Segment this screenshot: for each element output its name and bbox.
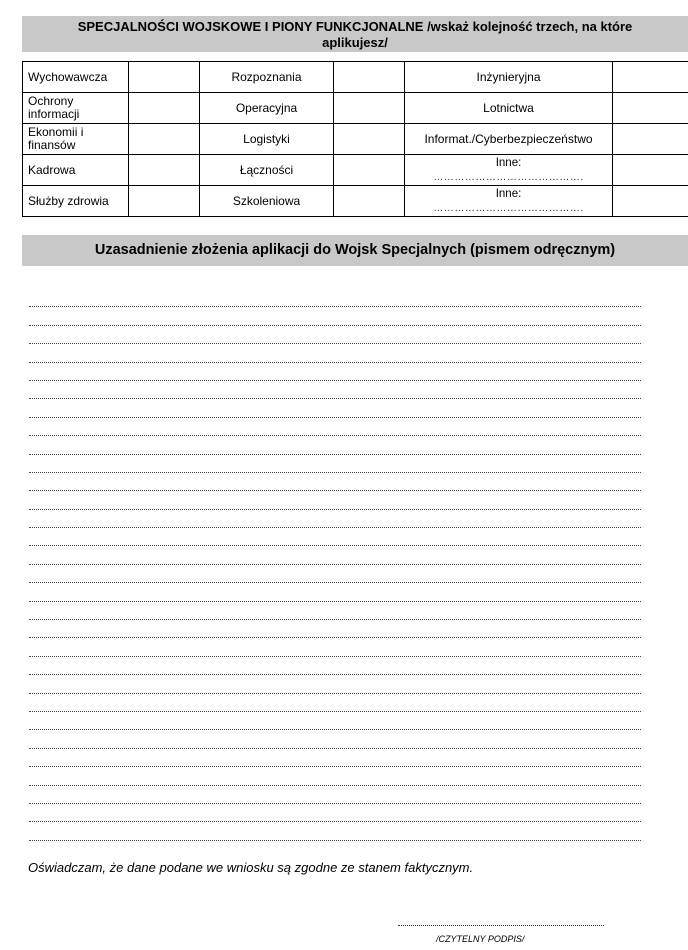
priority-input-cell[interactable] — [129, 93, 200, 124]
table-row — [23, 93, 688, 124]
table-row — [23, 62, 688, 93]
writing-line[interactable] — [29, 657, 641, 675]
specialty-label: Rozpoznania — [200, 62, 334, 93]
specialties-title: SPECJALNOŚCI WOJSKOWE I PIONY FUNKCJONALNE /wskaż kolejność trzech, na które aplikujesz/ — [77, 19, 633, 50]
specialty-label: Informat./Cyberbezpieczeństwo — [405, 124, 613, 155]
priority-input-cell[interactable] — [129, 186, 200, 217]
priority-input-cell[interactable] — [334, 124, 405, 155]
writing-line[interactable] — [29, 786, 641, 804]
specialty-label: Lotnictwa — [405, 93, 613, 124]
other-specialty-cell[interactable] — [405, 155, 613, 186]
specialty-label: Służby zdrowia — [23, 186, 129, 217]
writing-line[interactable] — [29, 510, 641, 528]
writing-line[interactable] — [29, 363, 641, 381]
table-row — [23, 186, 688, 217]
writing-line[interactable] — [29, 694, 641, 712]
writing-line[interactable] — [29, 749, 641, 767]
writing-line[interactable] — [29, 822, 641, 840]
specialties-header — [22, 16, 688, 52]
writing-line[interactable] — [29, 730, 641, 748]
writing-line[interactable] — [29, 675, 641, 693]
writing-line[interactable] — [29, 712, 641, 730]
priority-input-cell[interactable] — [334, 62, 405, 93]
specialty-label: Wychowawcza — [23, 62, 129, 93]
writing-line[interactable] — [29, 528, 641, 546]
priority-input-cell[interactable] — [613, 62, 688, 93]
writing-line[interactable] — [29, 289, 641, 307]
writing-line[interactable] — [29, 473, 641, 491]
writing-line[interactable] — [29, 602, 641, 620]
writing-line[interactable] — [29, 804, 641, 822]
priority-input-cell[interactable] — [613, 155, 688, 186]
writing-line[interactable] — [29, 546, 641, 564]
handwriting-lines[interactable] — [29, 289, 641, 841]
specialty-label: Ekonomii i finansów — [23, 124, 129, 155]
other-fill-line[interactable]: ……………………………………. — [433, 171, 584, 183]
other-label: Inne: — [495, 187, 522, 200]
specialty-label: Operacyjna — [200, 93, 334, 124]
writing-line[interactable] — [29, 455, 641, 473]
specialties-table — [22, 61, 688, 217]
writing-line[interactable] — [29, 344, 641, 362]
writing-line[interactable] — [29, 326, 641, 344]
signature-label: /CZYTELNY PODPIS/ — [436, 934, 525, 944]
writing-line[interactable] — [29, 620, 641, 638]
specialty-label: Szkoleniowa — [200, 186, 334, 217]
writing-line[interactable] — [29, 436, 641, 454]
specialty-label: Inżynieryjna — [405, 62, 613, 93]
priority-input-cell[interactable] — [613, 124, 688, 155]
other-fill-line[interactable]: ……………………………………. — [433, 202, 584, 214]
table-row — [23, 124, 688, 155]
other-label: Inne: — [495, 156, 522, 169]
priority-input-cell[interactable] — [613, 186, 688, 217]
specialty-label: Ochrony informacji — [23, 93, 129, 124]
writing-line[interactable] — [29, 565, 641, 583]
priority-input-cell[interactable] — [129, 62, 200, 93]
writing-line[interactable] — [29, 767, 641, 785]
writing-line[interactable] — [29, 399, 641, 417]
table-row — [23, 155, 688, 186]
priority-input-cell[interactable] — [129, 155, 200, 186]
specialty-label: Logistyki — [200, 124, 334, 155]
declaration-text: Oświadczam, że dane podane we wniosku są zgodne ze stanem faktycznym. — [28, 860, 474, 875]
writing-line[interactable] — [29, 583, 641, 601]
justification-header — [22, 235, 688, 266]
priority-input-cell[interactable] — [613, 93, 688, 124]
writing-line[interactable] — [29, 491, 641, 509]
writing-line[interactable] — [29, 638, 641, 656]
writing-line[interactable] — [29, 307, 641, 325]
justification-title: Uzasadnienie złożenia aplikacji do Wojsk Specjalnych (pismem odręcznym) — [94, 242, 616, 258]
priority-input-cell[interactable] — [334, 155, 405, 186]
specialty-label: Łączności — [200, 155, 334, 186]
writing-line[interactable] — [29, 381, 641, 399]
specialty-label: Kadrowa — [23, 155, 129, 186]
signature-line[interactable] — [398, 917, 604, 926]
priority-input-cell[interactable] — [334, 93, 405, 124]
other-specialty-cell[interactable] — [405, 186, 613, 217]
priority-input-cell[interactable] — [129, 124, 200, 155]
priority-input-cell[interactable] — [334, 186, 405, 217]
writing-line[interactable] — [29, 418, 641, 436]
